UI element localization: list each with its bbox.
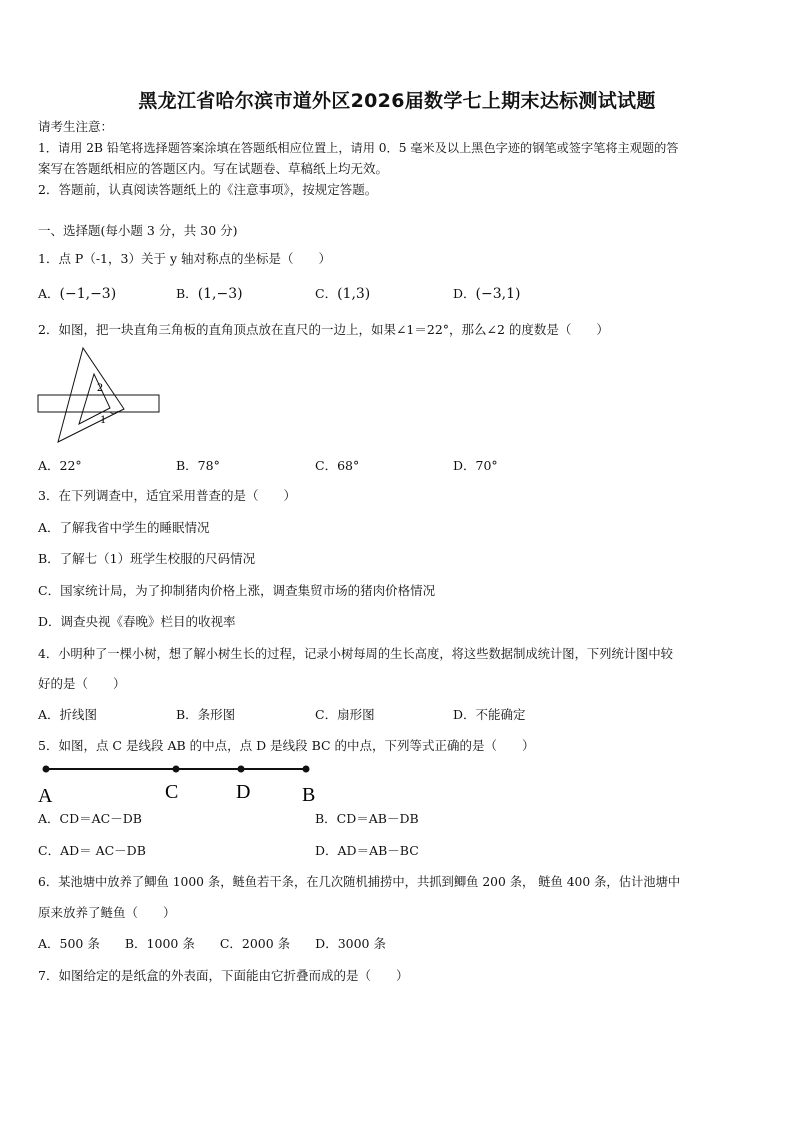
notice-heading: 请考生注意： (38, 119, 114, 134)
notice-item-1-line2: 案写在答题纸相应的答题区内。写在试题卷、草稿纸上均无效。 (38, 161, 389, 176)
q5-option-b: B．CD＝AB－DB (315, 811, 419, 826)
q1-option-a-label: A． (38, 286, 60, 301)
notice-item-2: 2．答题前，认真阅读答题纸上的《注意事项》，按规定答题。 (38, 182, 378, 197)
point-b-dot (303, 766, 310, 773)
point-c-label: C (165, 781, 179, 803)
q1-option-a-value: (−1,−3) (59, 286, 117, 302)
angle-1-label: 1 (100, 412, 106, 426)
q5-option-c: C．AD＝ AC－DB (38, 843, 146, 858)
q5-option-a: A．CD＝AC－DB (38, 811, 142, 826)
q5-line-segment-figure (34, 760, 324, 806)
q3-stem: 3．在下列调查中，适宜采用普查的是（ ） (38, 488, 296, 503)
q6-stem-line1: 6．某池塘中放养了鲫鱼 1000 条，鲢鱼若干条，在几次随机捕捞中，共抓到鲫鱼 200 条， 鲢鱼 400 条，估计池塘中 (38, 875, 681, 889)
q1-option-d-label: D． (453, 286, 476, 301)
q2-option-a: A．22° (38, 458, 82, 473)
q2-option-c: C．68° (315, 458, 360, 473)
page-title: 黑龙江省哈尔滨市道外区2026届数学七上期末达标测试试题 (138, 90, 656, 112)
q1-stem: 1．点 P（-1，3）关于 y 轴对称点的坐标是（ ） (38, 251, 331, 266)
q6-options: A．500 条 B．1000 条 C．2000 条 D．3000 条 (38, 936, 386, 951)
q2-stem: 2．如图，把一块直角三角板的直角顶点放在直尺的一边上，如果∠1＝22°，那么∠2 的度数是（ ） (38, 322, 609, 337)
q4-option-d: D．不能确定 (453, 707, 526, 722)
q4-option-b: B．条形图 (176, 707, 236, 722)
q3-option-d: D．调查央视《春晚》栏目的收视率 (38, 614, 236, 629)
q2-option-d: D．70° (453, 458, 498, 473)
point-d-label: D (236, 781, 251, 803)
q1-option-c-label: C． (315, 286, 338, 301)
point-b-label: B (302, 784, 316, 806)
q3-option-c: C．国家统计局，为了抑制猪肉价格上涨，调查集贸市场的猪肉价格情况 (38, 583, 436, 598)
q4-option-a: A．折线图 (38, 707, 98, 722)
q1-option-c-value: (1,3) (337, 286, 371, 302)
q3-option-a: A．了解我省中学生的睡眠情况 (38, 520, 210, 535)
point-c-dot (173, 766, 180, 773)
q1-option-d (453, 286, 520, 302)
q2-option-b: B．78° (176, 458, 220, 473)
q7-stem: 7．如图给定的是纸盒的外表面，下面能由它折叠而成的是（ ） (38, 968, 409, 983)
q1-option-b (176, 286, 243, 302)
q4-option-c: C．扇形图 (315, 707, 375, 722)
ruler-shape (38, 395, 159, 412)
angle-2-label: 2 (97, 380, 103, 394)
q6-stem-line2: 原来放养了鲢鱼（ ） (38, 905, 176, 920)
section-heading: 一、选择题(每小题 3 分，共 30 分) (38, 223, 238, 238)
q4-stem-line1: 4．小明种了一棵小树，想了解小树生长的过程，记录小树每周的生长高度，将这些数据制成统计图，下列统计图中较 (38, 647, 673, 661)
point-a-dot (43, 766, 50, 773)
point-a-label: A (38, 785, 53, 806)
q1-option-d-value: (−3,1) (475, 286, 521, 302)
notice-item-1-line1: 1．请用 2B 铅笔将选择题答案涂填在答题纸相应位置上，请用 0．5 毫米及以上黑色字迹的钢笔或签字笔将主观题的答 (38, 141, 679, 155)
q5-stem: 5．如图，点 C 是线段 AB 的中点，点 D 是线段 BC 的中点，下列等式正确的是（ ） (38, 738, 535, 753)
q1-option-c (315, 286, 370, 302)
q1-option-b-label: B． (176, 286, 198, 301)
q1-option-b-value: (1,−3) (197, 286, 243, 302)
q2-triangle-ruler-figure (36, 346, 166, 448)
q5-option-d: D．AD＝AB－BC (315, 843, 419, 858)
q4-stem-line2: 好的是（ ） (38, 676, 126, 691)
q3-option-b: B．了解七（1）班学生校服的尺码情况 (38, 551, 256, 566)
point-d-dot (238, 766, 245, 773)
q1-option-a (38, 286, 116, 302)
